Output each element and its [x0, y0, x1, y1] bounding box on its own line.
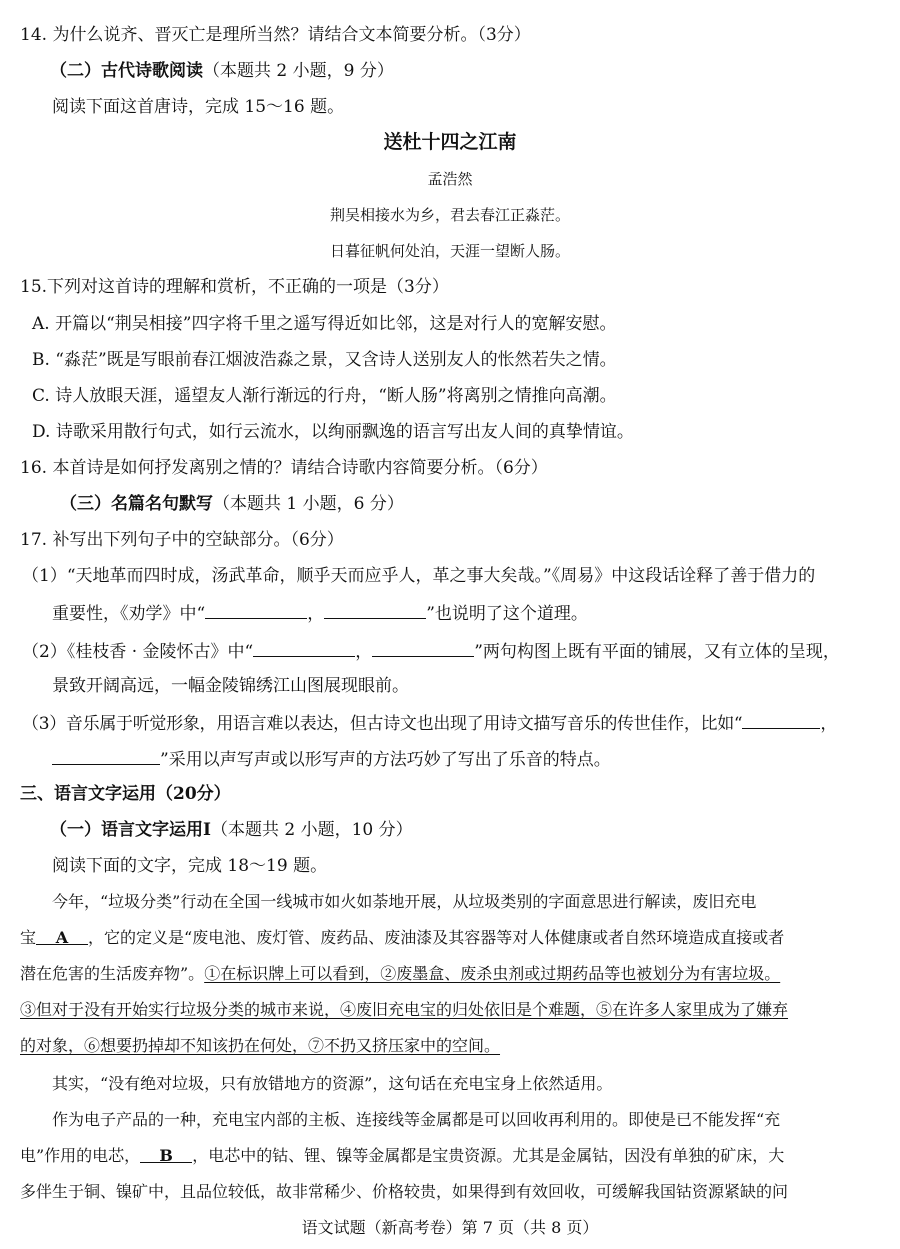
- text: ，电芯中的钴、锂、镍等金属都是宝贵资源。尤其是金属钴，因没有单独的矿床，大: [192, 1146, 785, 1165]
- text: ”采用以声写声或以形写声的方法巧妙了写出了乐音的特点。: [160, 750, 611, 770]
- poem-line-2: 日暮征帆何处泊，天涯一望断人肠。: [329, 242, 570, 260]
- text: 宝: [20, 928, 37, 947]
- question-14: 14. 为什么说齐、晋灭亡是理所当然？请结合文本简要分析。（3分）: [20, 25, 531, 45]
- passage-line: 其实，“没有绝对垃圾，只有放错地方的资源”，这句话在充电宝身上依然适用。: [52, 1074, 613, 1093]
- section-note: （本题共 1 小题，6 分）: [213, 494, 404, 514]
- section-title: （二）古代诗歌阅读: [50, 61, 203, 81]
- text: （2）《桂枝香 · 金陵怀古》中“: [22, 642, 254, 662]
- question-17-part-2: [22, 638, 900, 664]
- section-title: （三）名篇名句默写: [60, 494, 213, 514]
- text: （3）音乐属于听觉形象，用语言难以表达，但古诗文也出现了用诗文描写音乐的传世佳作，比如“: [22, 714, 743, 734]
- question-17-stem: 17. 补写出下列句子中的空缺部分。（6分）: [20, 530, 344, 550]
- option-c: C. 诗人放眼天涯，遥望友人渐行渐远的行舟，“断人肠”将离别之情推向高潮。: [32, 386, 617, 406]
- section-heading-recitation: [60, 492, 900, 516]
- passage-line: 今年，“垃圾分类”行动在全国一线城市如火如荼地开展，从垃圾类别的字面意思进行解读，废旧充电: [52, 892, 757, 911]
- text: 潜在危害的生活废弃物”。: [20, 964, 205, 983]
- section-note: （本题共 2 小题，9 分）: [203, 61, 394, 81]
- underlined-sentence: ①在标识牌上可以看到，②废墨盒、废杀虫剂或过期药品等也被划分为有害垃圾。: [204, 964, 781, 983]
- passage-line: [20, 962, 900, 986]
- passage-line: 作为电子产品的一种，充电宝内部的主板、连接线等金属都是可以回收再利用的。即使是已不能发挥“充: [52, 1110, 781, 1129]
- passage-line: [20, 1144, 900, 1168]
- underlined-sentence: ③但对于没有开始实行垃圾分类的城市来说，④废旧充电宝的归处依旧是个难题，⑤在许多人家里成为了嫌弃: [20, 1000, 789, 1019]
- fill-blank[interactable]: [372, 638, 474, 657]
- section-note: （本题共 2 小题，10 分）: [210, 820, 413, 840]
- question-15-stem: 15.下列对这首诗的理解和赏析，不正确的一项是（3分）: [20, 277, 449, 297]
- question-17-part-1: （1）“天地革而四时成，汤武革命，顺乎天而应乎人，革之事大矣哉。”《周易》中这段话诠释了善于借力的: [22, 566, 816, 586]
- text: ，: [355, 642, 373, 662]
- fill-blank[interactable]: [742, 710, 820, 729]
- question-17-part-3: [22, 710, 900, 736]
- text: ”也说明了这个道理。: [426, 604, 588, 624]
- underlined-sentence: 的对象，⑥想要扔掉却不知该扔在何处，⑦不扔又挤压家中的空间。: [20, 1036, 501, 1055]
- section-intro: 阅读下面这首唐诗，完成 15～16 题。: [52, 97, 345, 117]
- part-heading: 三、语言文字运用（20分）: [20, 784, 231, 804]
- option-b: B. “淼茫”既是写眼前春江烟波浩淼之景，又含诗人送别友人的怅然若失之情。: [32, 350, 617, 370]
- passage-line: 多伴生于铜、镍矿中，且品位较低，故非常稀少、价格较贵，如果得到有效回收，可缓解我国钴资源紧缺的问: [20, 1182, 789, 1201]
- fill-blank[interactable]: [324, 600, 426, 619]
- blank-b: B: [140, 1144, 192, 1163]
- fill-blank[interactable]: [205, 600, 307, 619]
- option-d: D. 诗歌采用散行句式，如行云流水，以绚丽飘逸的语言写出友人间的真挚情谊。: [32, 422, 634, 442]
- fill-blank[interactable]: [253, 638, 355, 657]
- question-17-part-2-cont: 景致开阔高远，一幅金陵锦绣江山图展现眼前。: [52, 676, 409, 696]
- text: ”两句构图上既有平面的铺展，又有立体的呈现，: [474, 642, 840, 662]
- page-footer: 语文试题（新高考卷）第 7 页（共 8 页）: [301, 1218, 599, 1237]
- fill-blank[interactable]: [52, 746, 160, 765]
- poem-line-1: 荆吴相接水为乡，君去春江正淼茫。: [329, 206, 570, 224]
- section-heading-poetry: [50, 59, 900, 83]
- text: ，它的定义是“废电池、废灯管、废药品、废油漆及其容器等对人体健康或者自然环境造成直接或者: [88, 928, 785, 947]
- question-16: 16. 本首诗是如何抒发离别之情的？请结合诗歌内容简要分析。（6分）: [20, 458, 548, 478]
- passage-line: [20, 926, 900, 950]
- text: ，: [307, 604, 325, 624]
- section-title: （一）语言文字运用Ⅰ: [50, 820, 211, 840]
- poem-author: 孟浩然: [427, 170, 473, 188]
- question-17-part-3-cont: [52, 746, 900, 772]
- text: 电”作用的电芯，: [20, 1146, 141, 1165]
- section-heading-language: [50, 818, 900, 842]
- question-17-part-1-cont: [52, 600, 900, 626]
- section-intro: 阅读下面的文字，完成 18～19 题。: [52, 856, 328, 876]
- blank-a: A: [36, 926, 88, 945]
- text: ，: [820, 714, 838, 734]
- text: 重要性，《劝学》中“: [52, 604, 206, 624]
- poem-title: 送杜十四之江南: [383, 131, 517, 153]
- option-a: A. 开篇以“荆吴相接”四字将千里之遥写得近如比邻，这是对行人的宽解安慰。: [32, 314, 617, 334]
